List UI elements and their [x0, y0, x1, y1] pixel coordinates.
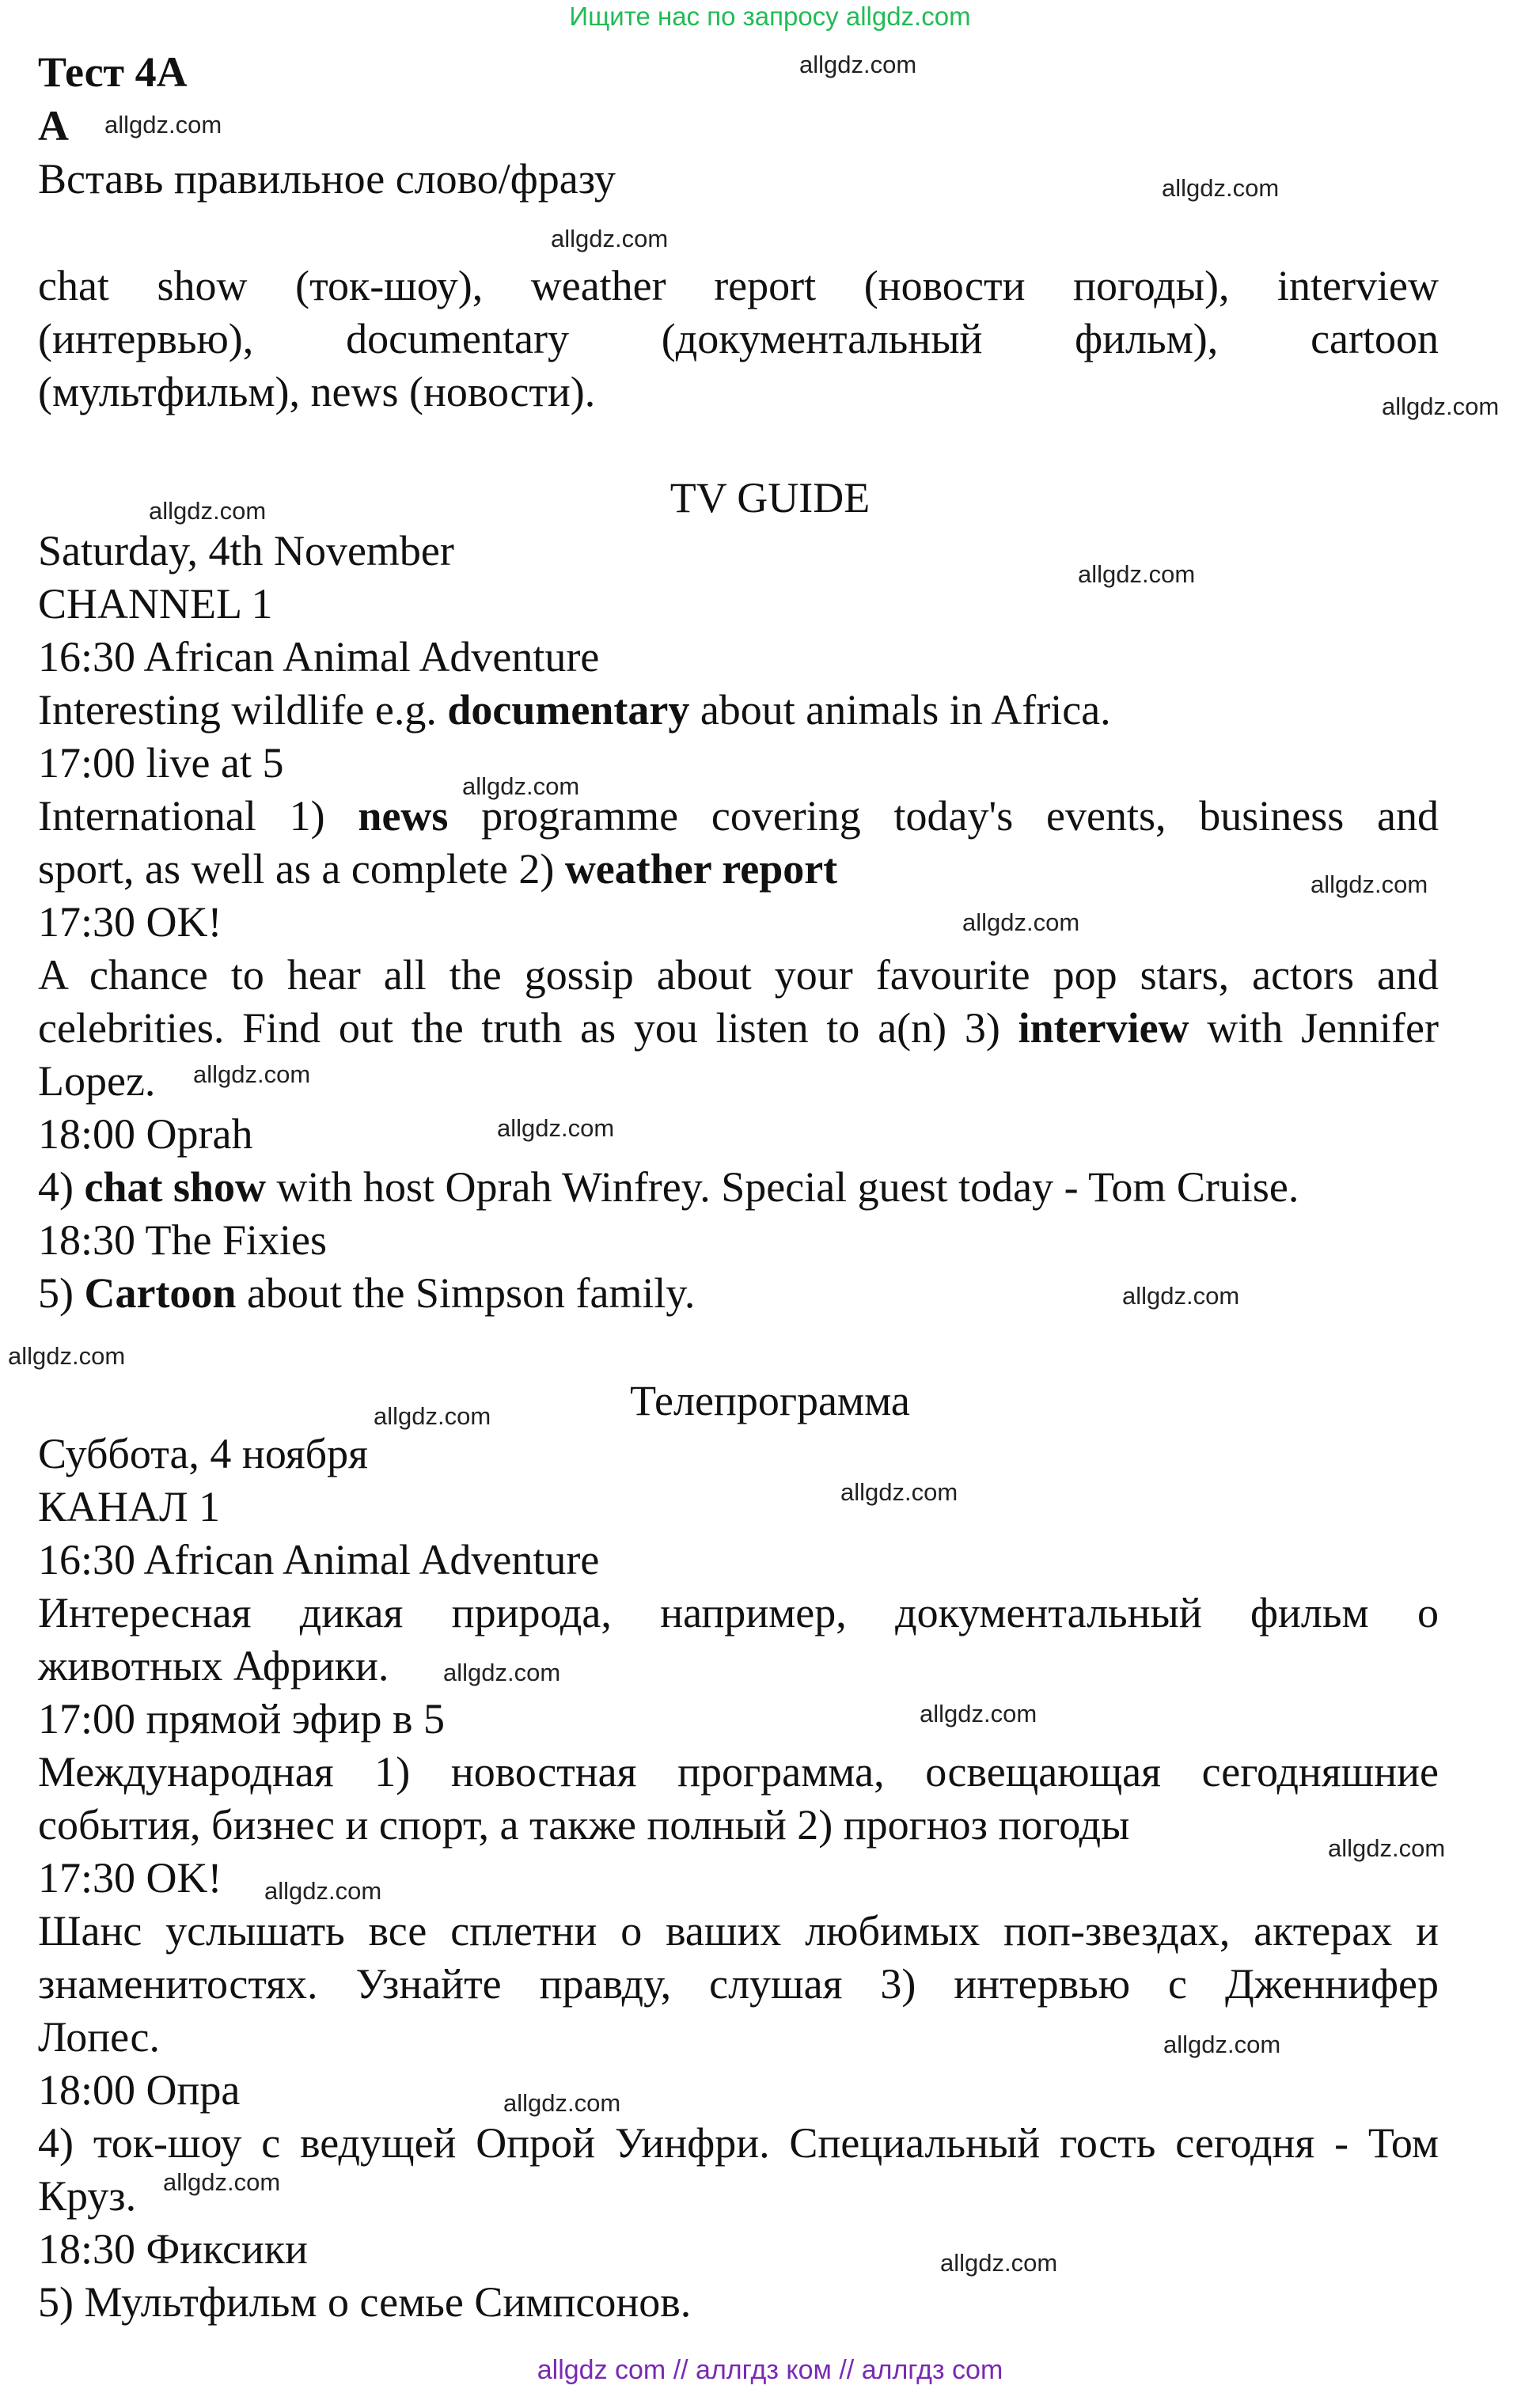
word-bank-token: report — [714, 262, 817, 309]
ru-programme-5-line-1: 5) Мультфильм о семье Симпсонов. — [38, 2278, 692, 2326]
en-guide-heading: TV GUIDE — [669, 474, 871, 521]
section-label: A — [38, 102, 69, 150]
word-bank-token: weather — [530, 262, 666, 309]
watermark: allgdz.com — [149, 497, 267, 525]
word-bank-line-2 — [38, 313, 1439, 366]
watermark: allgdz.com — [8, 1342, 126, 1370]
word-bank-token: interview — [1277, 262, 1439, 309]
bottom-banner-link[interactable]: allgdz com // аллгдз ком // аллгдз com — [537, 2355, 1003, 2385]
word-bank-token: (интервью), — [38, 315, 254, 362]
word-bank-token: show — [157, 262, 248, 309]
watermark: allgdz.com — [940, 2249, 1058, 2277]
word-bank-token: cartoon — [1311, 315, 1439, 362]
en-programme-3-line-3: Lopez. — [38, 1057, 156, 1105]
watermark: allgdz.com — [1328, 1834, 1446, 1862]
watermark: allgdz.com — [163, 2168, 281, 2196]
text: International 1) — [38, 792, 358, 840]
watermark: allgdz.com — [264, 1877, 382, 1905]
watermark: allgdz.com — [1122, 1282, 1240, 1310]
text: celebrities. Find out the truth as you listen to a(n) 3) — [38, 1004, 1018, 1052]
watermark: allgdz.com — [462, 772, 580, 800]
en-programme-3-line-2 — [38, 1002, 1439, 1055]
ru-channel: КАНАЛ 1 — [38, 1483, 221, 1530]
text: programme covering today's events, business and — [448, 792, 1439, 840]
ru-programme-4-line-1: 4) ток-шоу с ведущей Опрой Уинфри. Специальный гость сегодня - Том — [38, 2119, 1439, 2167]
watermark: allgdz.com — [840, 1478, 958, 1506]
watermark: allgdz.com — [503, 2089, 621, 2117]
word-bank-token: погоды), — [1073, 262, 1230, 309]
en-date: Saturday, 4th November — [38, 527, 454, 575]
ru-date: Суббота, 4 ноября — [38, 1430, 368, 1477]
ru-programme-2-time: 17:00 прямой эфир в 5 — [38, 1695, 446, 1743]
en-channel: CHANNEL 1 — [38, 580, 273, 628]
word-bank-line-1 — [38, 260, 1439, 313]
text: about the Simpson family. — [236, 1269, 696, 1317]
answer-chat-show: chat show — [84, 1163, 267, 1211]
en-programme-4-desc — [38, 1161, 1439, 1214]
en-programme-1-time: 16:30 African Animal Adventure — [38, 633, 600, 681]
instruction: Вставь правильное слово/фразу — [38, 155, 616, 203]
en-programme-1-desc — [38, 684, 1439, 737]
ru-programme-3-time: 17:30 OK! — [38, 1854, 222, 1902]
watermark: allgdz.com — [104, 111, 222, 138]
ru-programme-2-line-2: события, бизнес и спорт, а также полный 2) прогноз погоды — [38, 1801, 1130, 1849]
ru-programme-4-line-2: Круз. — [38, 2172, 137, 2220]
en-programme-5-time: 18:30 The Fixies — [38, 1216, 328, 1264]
text: about animals in Africa. — [689, 686, 1111, 734]
answer-cartoon: Cartoon — [84, 1269, 237, 1317]
watermark: allgdz.com — [443, 1659, 561, 1686]
watermark: allgdz.com — [1078, 560, 1196, 588]
ru-programme-2-line-1: Международная 1) новостная программа, освещающая сегодняшние — [38, 1748, 1439, 1796]
answer-1: documentary — [447, 686, 690, 734]
word-bank-token: (ток-шоу), — [295, 262, 484, 309]
ru-programme-1-time: 16:30 African Animal Adventure — [38, 1536, 600, 1583]
ru-programme-1-line-1: Интересная дикая природа, например, документальный фильм о — [38, 1589, 1439, 1636]
word-bank-line-3: (мультфильм), news (новости). — [38, 368, 596, 415]
ru-programme-4-time: 18:00 Опра — [38, 2066, 241, 2114]
watermark: allgdz.com — [1162, 174, 1280, 202]
ru-programme-5-time: 18:30 Фиксики — [38, 2225, 308, 2273]
watermark: allgdz.com — [920, 1700, 1037, 1727]
text: with host Oprah Winfrey. Special guest today - Tom Cruise. — [266, 1163, 1299, 1211]
word-bank-token: documentary — [346, 315, 569, 362]
ru-programme-1-line-2: животных Африки. — [38, 1642, 389, 1690]
watermark: allgdz.com — [551, 225, 669, 252]
en-programme-2-line-2 — [38, 843, 1439, 896]
en-programme-3-line-1: A chance to hear all the gossip about your favourite pop stars, actors and — [38, 951, 1439, 999]
text: sport, as well as a complete 2) — [38, 845, 565, 893]
watermark: allgdz.com — [374, 1402, 491, 1430]
word-bank-token: (новости — [863, 262, 1026, 309]
watermark: allgdz.com — [962, 908, 1080, 936]
en-programme-3-time: 17:30 OK! — [38, 898, 222, 946]
ru-programme-3-line-1: Шанс услышать все сплетни о ваших любимых поп-звездах, актерах и — [38, 1907, 1439, 1955]
page-title: Тест 4A — [38, 48, 188, 96]
word-bank-token: фильм), — [1075, 315, 1219, 362]
ru-programme-3-line-3: Лопес. — [38, 2013, 160, 2061]
watermark: allgdz.com — [1382, 393, 1500, 420]
word-bank-token: chat — [38, 262, 109, 309]
en-programme-2-line-1 — [38, 790, 1439, 843]
top-banner-link[interactable]: Ищите нас по запросу allgdz.com — [569, 2, 971, 31]
answer-news: news — [358, 792, 449, 840]
word-bank-token: (документальный — [661, 315, 983, 362]
text: Interesting wildlife e.g. — [38, 686, 448, 734]
text: with Jennifer — [1189, 1004, 1439, 1052]
watermark: allgdz.com — [193, 1060, 311, 1088]
answer-interview: interview — [1018, 1004, 1189, 1052]
watermark: allgdz.com — [497, 1114, 615, 1142]
en-programme-4-time: 18:00 Oprah — [38, 1110, 253, 1158]
ru-programme-3-line-2: знаменитостях. Узнайте правду, слушая 3) интервью с Дженнифер — [38, 1960, 1439, 2008]
watermark: allgdz.com — [799, 51, 917, 78]
answer-weather-report: weather report — [564, 845, 838, 893]
watermark: allgdz.com — [1311, 870, 1428, 898]
en-programme-2-time: 17:00 live at 5 — [38, 739, 284, 787]
watermark: allgdz.com — [1163, 2031, 1281, 2058]
text: 4) — [38, 1163, 85, 1211]
ru-guide-heading: Телепрограмма — [630, 1377, 910, 1424]
text: 5) — [38, 1269, 85, 1317]
